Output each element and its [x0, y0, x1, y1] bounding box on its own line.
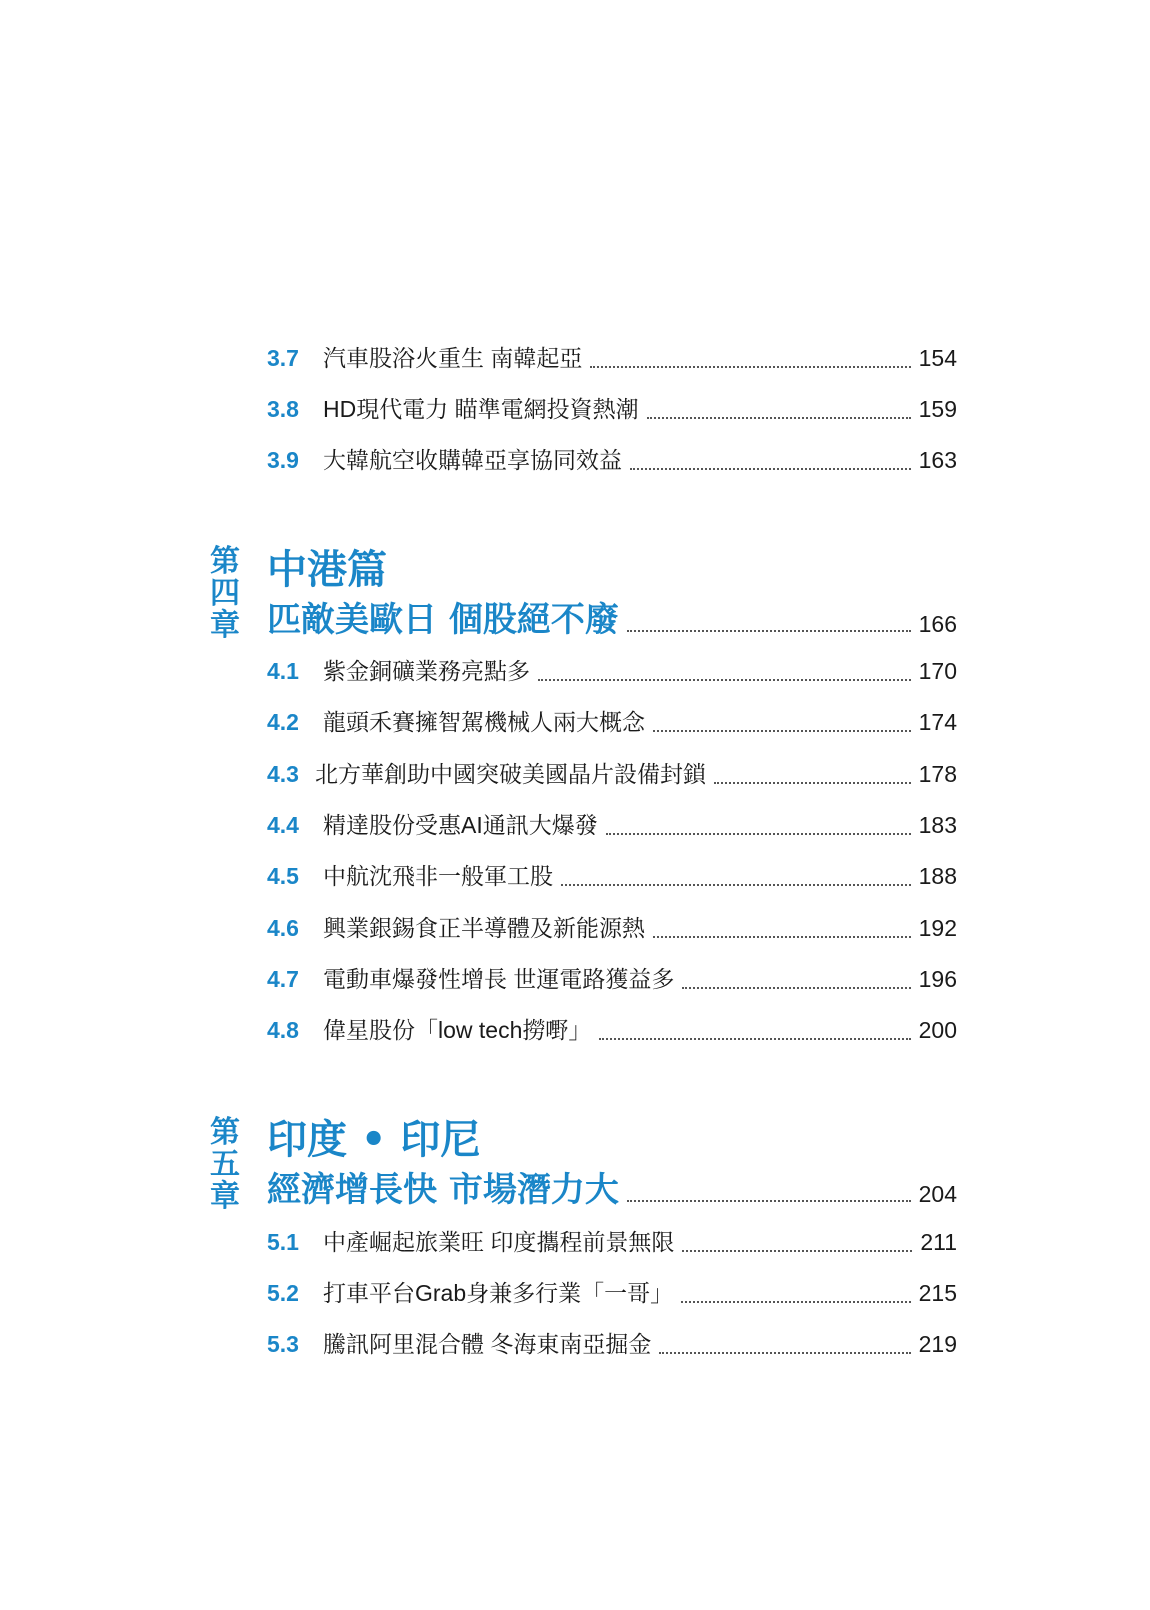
dot-leader [653, 936, 911, 938]
chapter-label: 第四章 [210, 544, 240, 643]
entry-number: 4.7 [267, 966, 299, 992]
dot-leader [682, 987, 910, 989]
dot-leader [561, 884, 911, 886]
entry-number: 4.4 [267, 812, 299, 838]
dot-leader [627, 630, 911, 632]
toc-entry[interactable] [267, 1322, 957, 1366]
entry-page-number: 154 [918, 345, 957, 371]
dot-leader [538, 679, 911, 681]
entry-title: 打車平台Grab身兼多行業「一哥」 [323, 1280, 674, 1306]
toc-entry[interactable] [267, 957, 957, 1001]
entry-title: 電動車爆發性增長 世運電路獲益多 [323, 966, 675, 992]
dot-leader [590, 366, 910, 368]
entry-page-number: 183 [918, 812, 957, 838]
entry-number: 4.2 [267, 709, 299, 735]
entry-number: 5.1 [267, 1229, 299, 1255]
part-subtitle: 匹敵美歐日 個股絕不廢 [267, 600, 619, 640]
dot-leader [627, 1200, 911, 1202]
entry-number: 5.2 [267, 1280, 299, 1306]
entry-title: 紫金銅礦業務亮點多 [323, 658, 530, 684]
chapter-label: 第五章 [210, 1115, 240, 1214]
entry-number: 4.6 [267, 915, 299, 941]
toc-entry[interactable] [267, 803, 957, 847]
entry-title: 騰訊阿里混合體 冬海東南亞掘金 [323, 1331, 652, 1357]
entry-page-number: 192 [918, 915, 957, 941]
entry-title: 興業銀錫食正半導體及新能源熱 [323, 915, 645, 941]
entry-page-number: 174 [918, 709, 957, 735]
entry-page-number: 170 [918, 658, 957, 684]
dot-leader [653, 730, 911, 732]
entry-page-number: 196 [918, 966, 957, 992]
toc-entry[interactable] [267, 752, 957, 796]
entry-number: 4.3 [267, 761, 299, 787]
toc-entry[interactable] [267, 387, 957, 431]
dot-leader [714, 782, 911, 784]
entry-number: 5.3 [267, 1331, 299, 1357]
entry-page-number: 211 [920, 1229, 957, 1255]
part-entry[interactable] [267, 1164, 957, 1216]
dot-leader [681, 1301, 910, 1303]
entry-title: 偉星股份「low tech撈嘢」 [323, 1017, 592, 1043]
entry-number: 4.1 [267, 658, 299, 684]
toc-entry[interactable] [267, 1220, 957, 1264]
entry-page-number: 219 [918, 1331, 957, 1357]
entry-page-number: 159 [918, 396, 957, 422]
part-subtitle: 經濟增長快 市場潛力大 [267, 1170, 619, 1210]
toc-entry[interactable] [267, 854, 957, 898]
entry-page-number: 215 [918, 1280, 957, 1306]
dot-leader [647, 417, 911, 419]
dot-leader [682, 1250, 912, 1252]
entry-page-number: 166 [918, 611, 957, 637]
entry-page-number: 178 [918, 761, 957, 787]
dot-leader [599, 1038, 910, 1040]
dot-leader [659, 1352, 910, 1354]
entry-title: 中航沈飛非一般軍工股 [323, 863, 553, 889]
dot-leader [630, 468, 911, 470]
part-entry[interactable] [267, 594, 957, 646]
entry-number: 4.5 [267, 863, 299, 889]
toc-entry[interactable] [267, 1008, 957, 1052]
part-title: 印度 • 印尼 [267, 1116, 481, 1163]
toc-entry[interactable] [267, 906, 957, 950]
entry-number: 3.9 [267, 447, 299, 473]
entry-number: 4.8 [267, 1017, 299, 1043]
entry-title: 龍頭禾賽擁智駕機械人兩大概念 [323, 709, 645, 735]
entry-page-number: 188 [918, 863, 957, 889]
toc-entry[interactable] [267, 649, 957, 693]
dot-leader [606, 833, 911, 835]
toc-entry[interactable] [267, 700, 957, 744]
entry-title: HD現代電力 瞄準電網投資熱潮 [323, 396, 639, 422]
entry-title: 北方華創助中國突破美國晶片設備封鎖 [315, 761, 706, 787]
entry-title: 精達股份受惠AI通訊大爆發 [323, 812, 598, 838]
entry-number: 3.8 [267, 396, 299, 422]
entry-number: 3.7 [267, 345, 299, 371]
part-title: 中港篇 [267, 546, 387, 593]
entry-page-number: 204 [918, 1181, 957, 1207]
entry-title: 汽車股浴火重生 南韓起亞 [323, 345, 583, 371]
entry-title: 大韓航空收購韓亞享協同效益 [323, 447, 622, 473]
toc-entry[interactable] [267, 336, 957, 380]
toc-entry[interactable] [267, 1271, 957, 1315]
entry-page-number: 200 [918, 1017, 957, 1043]
toc-entry[interactable] [267, 438, 957, 482]
entry-page-number: 163 [918, 447, 957, 473]
entry-title: 中產崛起旅業旺 印度攜程前景無限 [323, 1229, 675, 1255]
